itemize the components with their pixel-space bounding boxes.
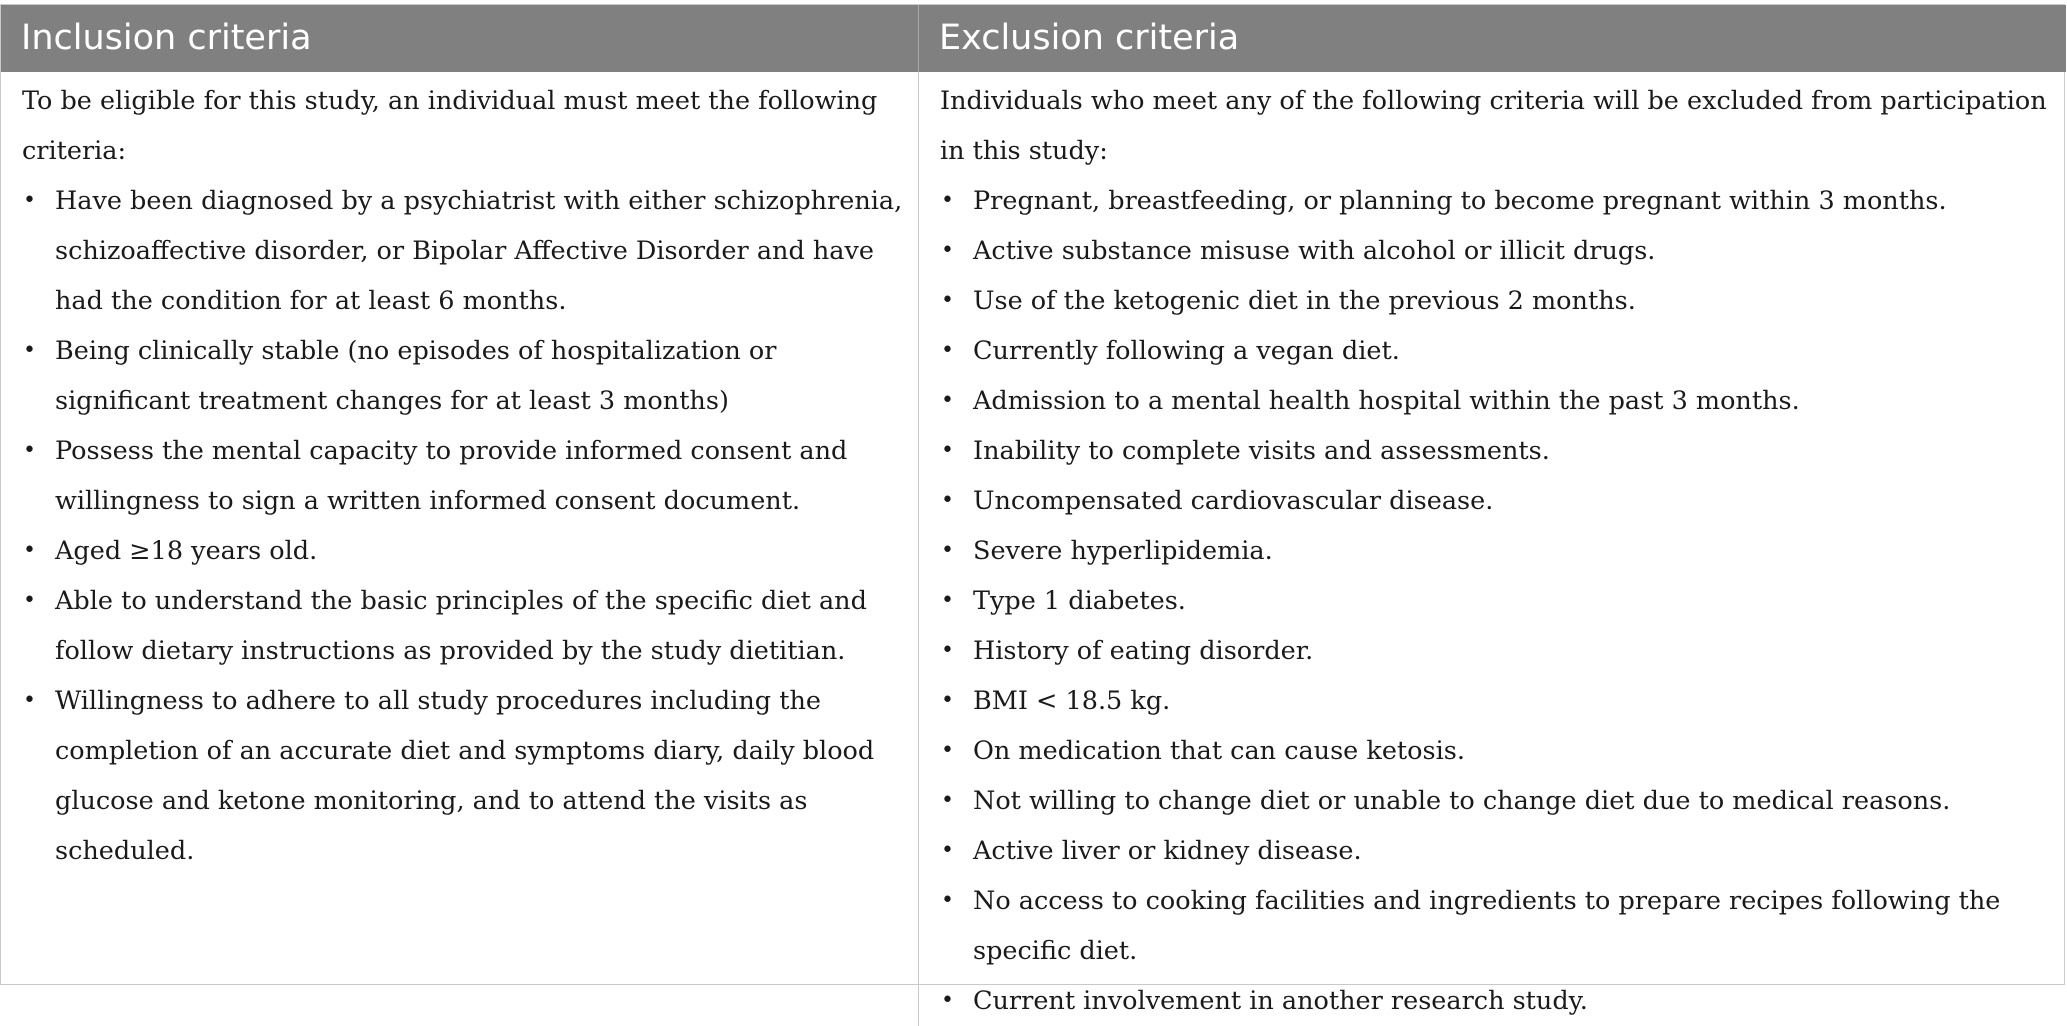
list-item	[940, 426, 2058, 476]
list-item	[22, 326, 910, 426]
list-item-text: Use of the ketogenic diet in the previous 2 months.	[973, 286, 1636, 316]
bullet-icon: •	[23, 338, 36, 363]
list-item	[940, 676, 2058, 726]
list-item	[940, 276, 2058, 326]
list-item-text: Not willing to change diet or unable to change diet due to medical reasons.	[973, 786, 1951, 816]
bullet-icon: •	[941, 588, 954, 613]
list-item-text: Current involvement in another research study.	[973, 986, 1588, 1016]
list-item	[940, 526, 2058, 576]
list-item-text: Possess the mental capacity to provide informed consent and willingness to sign a written informed consent document.	[55, 436, 848, 516]
list-item-text: Active liver or kidney disease.	[973, 836, 1362, 866]
bullet-icon: •	[941, 288, 954, 313]
list-item	[22, 676, 910, 876]
list-item	[940, 826, 2058, 876]
list-item-text: Type 1 diabetes.	[973, 586, 1186, 616]
bullet-icon: •	[941, 488, 954, 513]
list-item-text: Uncompensated cardiovascular disease.	[973, 486, 1494, 516]
list-item-text: Being clinically stable (no episodes of hospitalization or significant treatment changes for at least 3 months)	[55, 336, 777, 416]
bullet-icon: •	[941, 438, 954, 463]
criteria-table	[0, 4, 2065, 1016]
list-item-text: Inability to complete visits and assessments.	[973, 436, 1550, 466]
list-item-text: Currently following a vegan diet.	[973, 336, 1400, 366]
list-item	[22, 576, 910, 676]
exclusion-list	[940, 176, 2058, 1026]
list-item	[22, 176, 910, 326]
exclusion-intro: Individuals who meet any of the following criteria will be excluded from participation in this study:	[940, 86, 2047, 166]
bullet-icon: •	[941, 238, 954, 263]
inclusion-header: Inclusion criteria	[1, 5, 919, 72]
list-item-text: BMI < 18.5 kg.	[973, 686, 1171, 716]
bullet-icon: •	[941, 888, 954, 913]
bullet-icon: •	[941, 838, 954, 863]
inclusion-list	[22, 176, 910, 876]
list-item-text: On medication that can cause ketosis.	[973, 736, 1465, 766]
bullet-icon: •	[941, 688, 954, 713]
bullet-icon: •	[23, 438, 36, 463]
bullet-icon: •	[23, 588, 36, 613]
list-item	[940, 626, 2058, 676]
list-item-text: Severe hyperlipidemia.	[973, 536, 1273, 566]
list-item-text: History of eating disorder.	[973, 636, 1314, 666]
list-item-text: Able to understand the basic principles of the specific diet and follow dietary instructions as provided by the study dietitian.	[55, 586, 867, 666]
list-item-text: Active substance misuse with alcohol or illicit drugs.	[973, 236, 1656, 266]
list-item-text: Pregnant, breastfeeding, or planning to become pregnant within 3 months.	[973, 186, 1947, 216]
bullet-icon: •	[941, 638, 954, 663]
list-item	[940, 726, 2058, 776]
list-item-text: Have been diagnosed by a psychiatrist with either schizophrenia, schizoaffective disorder, or Bipolar Affective Disorder and have had the condition for at least 6 months.	[55, 186, 903, 316]
bullet-icon: •	[941, 988, 954, 1013]
list-item	[940, 226, 2058, 276]
bullet-icon: •	[23, 688, 36, 713]
list-item	[940, 876, 2058, 976]
list-item-text: No access to cooking facilities and ingredients to prepare recipes following the specific diet.	[973, 886, 2001, 966]
list-item	[940, 976, 2058, 1026]
list-item-text: Aged ≥18 years old.	[55, 536, 318, 566]
inclusion-cell	[1, 72, 919, 1026]
exclusion-header: Exclusion criteria	[919, 5, 2066, 72]
list-item-text: Willingness to adhere to all study procedures including the completion of an accurate diet and symptoms diary, daily blood glucose and ketone monitoring, and to attend the visits as scheduled.	[55, 686, 875, 866]
exclusion-cell	[919, 72, 2066, 1026]
bullet-icon: •	[941, 338, 954, 363]
list-item	[940, 176, 2058, 226]
list-item-text: Admission to a mental health hospital within the past 3 months.	[973, 386, 1800, 416]
list-item	[22, 526, 910, 576]
inclusion-intro: To be eligible for this study, an individual must meet the following criteria:	[22, 86, 878, 166]
bullet-icon: •	[941, 388, 954, 413]
bullet-icon: •	[941, 738, 954, 763]
bullet-icon: •	[941, 188, 954, 213]
bullet-icon: •	[23, 538, 36, 563]
list-item	[940, 376, 2058, 426]
list-item	[940, 326, 2058, 376]
list-item	[940, 576, 2058, 626]
bullet-icon: •	[941, 538, 954, 563]
bullet-icon: •	[23, 188, 36, 213]
bullet-icon: •	[941, 788, 954, 813]
list-item	[940, 776, 2058, 826]
list-item	[22, 426, 910, 526]
list-item	[940, 476, 2058, 526]
